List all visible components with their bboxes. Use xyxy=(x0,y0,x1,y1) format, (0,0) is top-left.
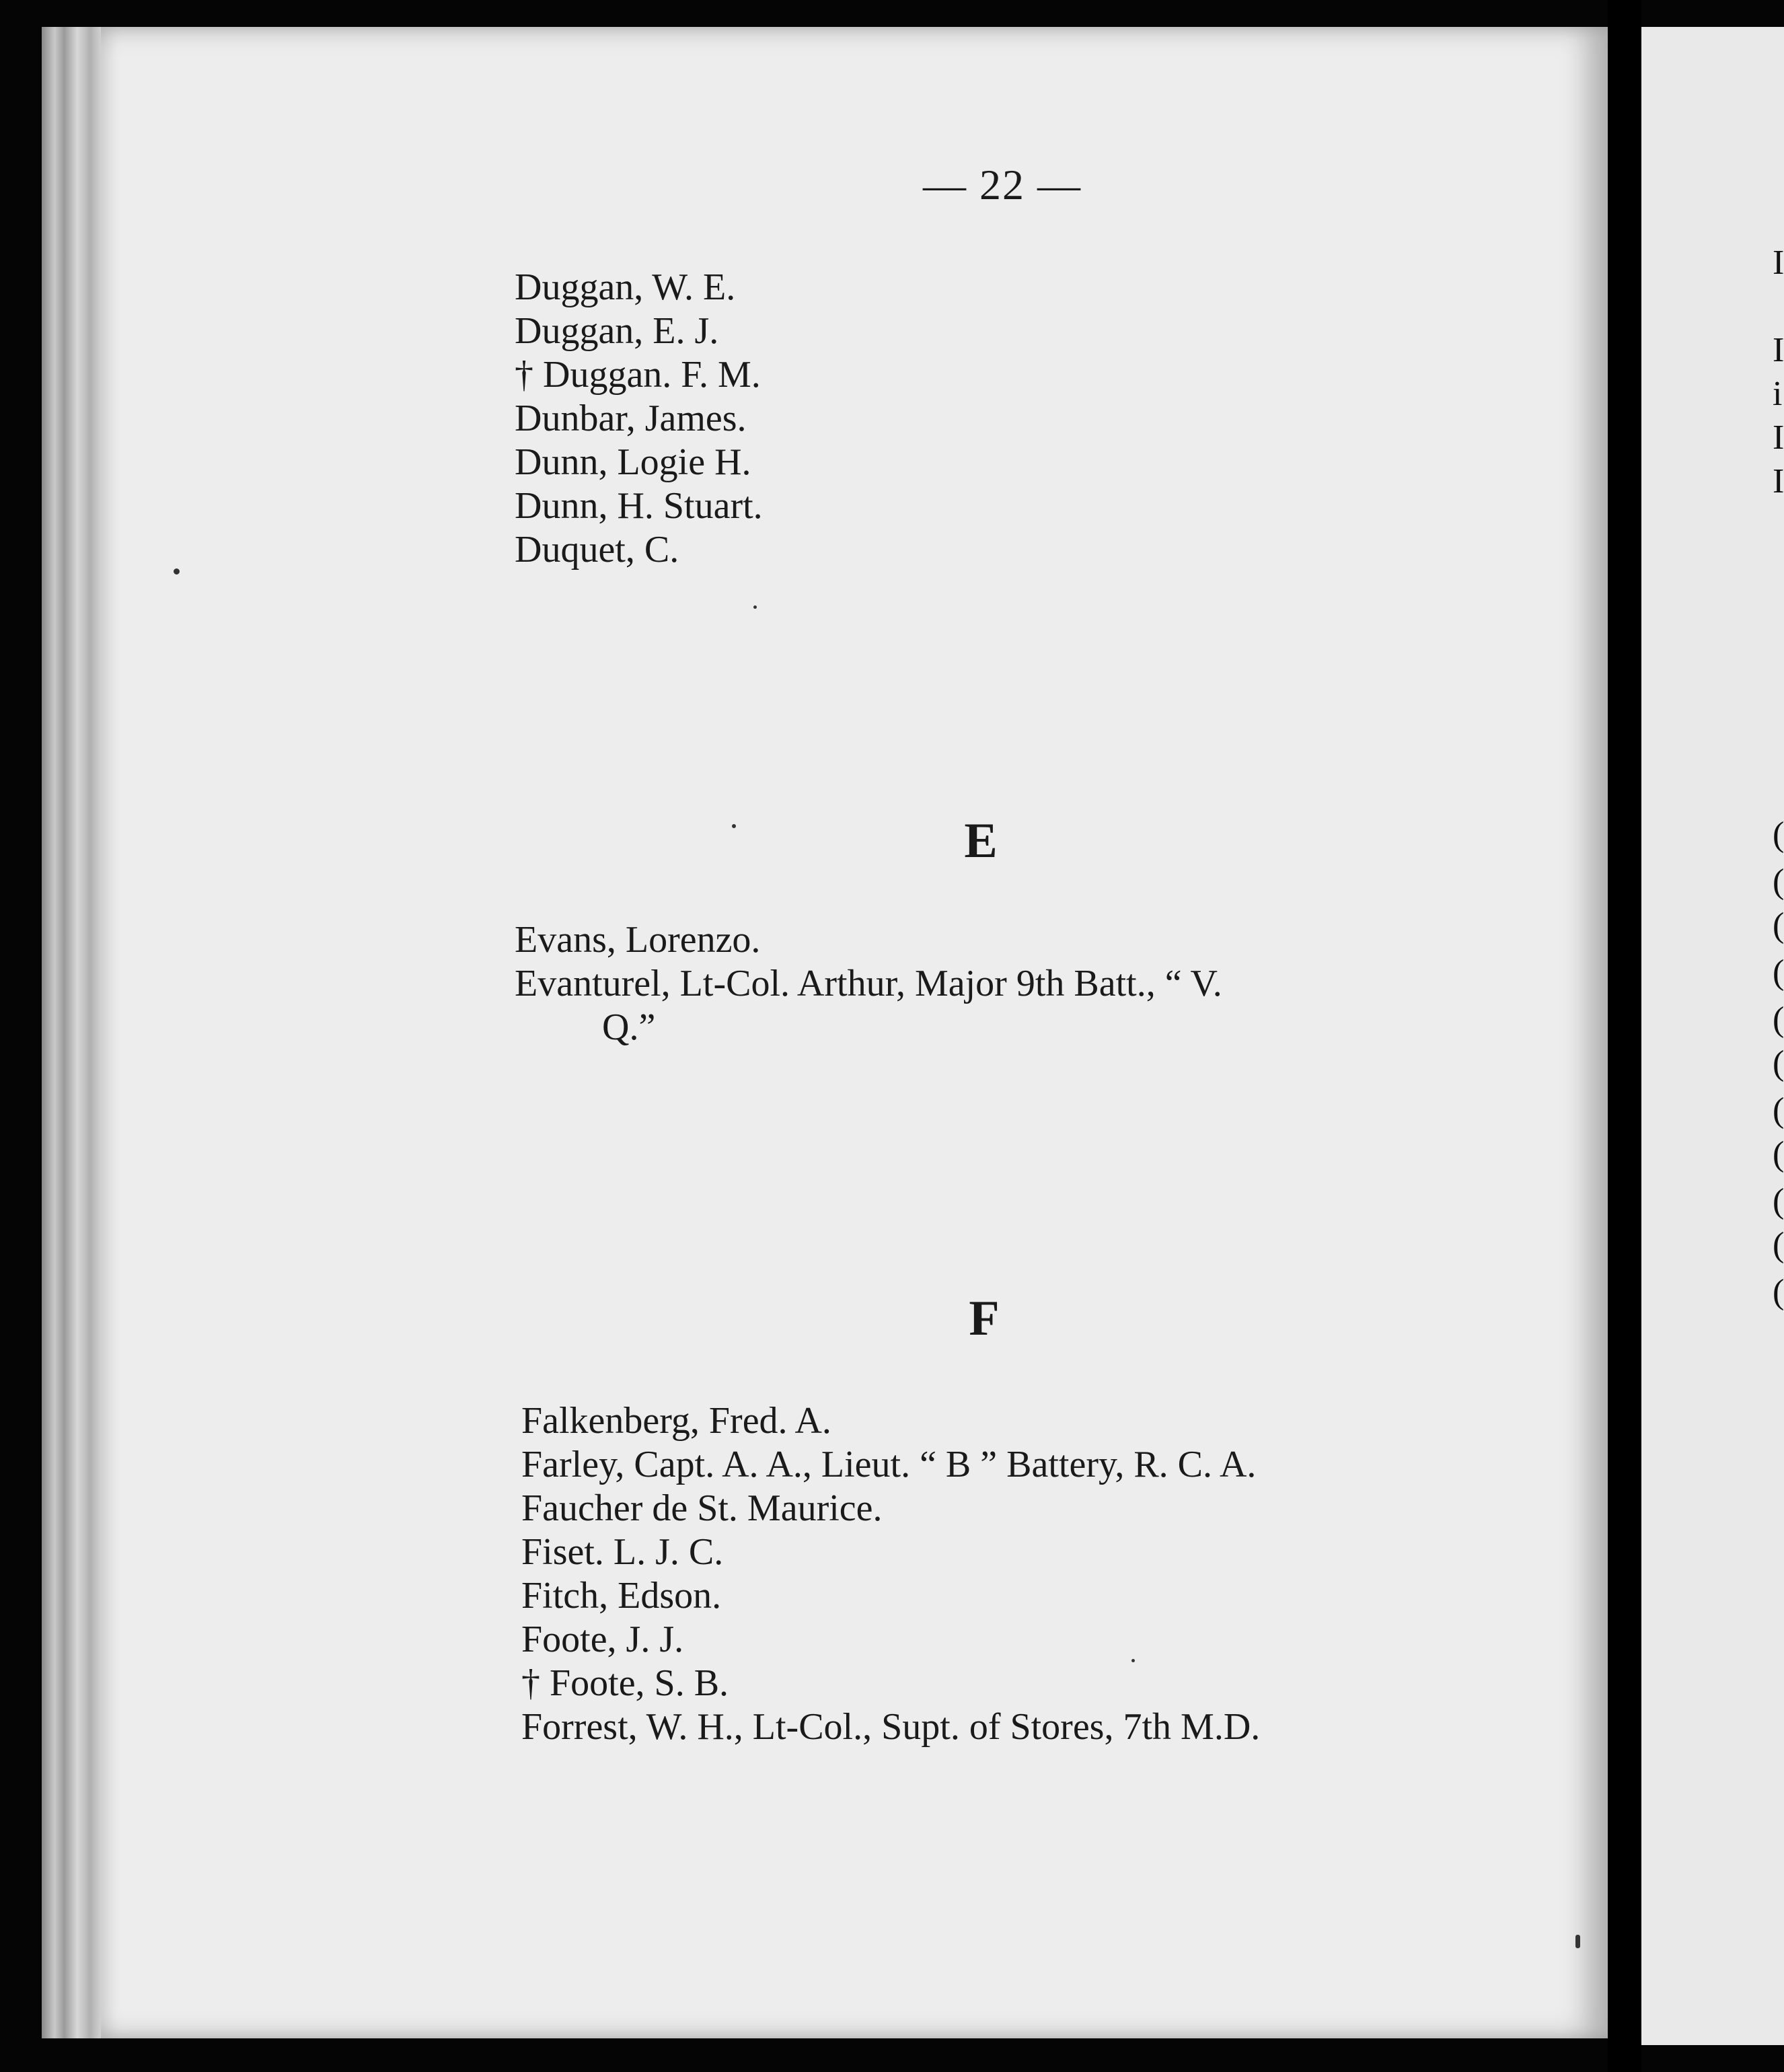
scan-speck xyxy=(1131,1659,1135,1662)
scan-speck xyxy=(753,605,757,609)
entry-continuation: Q.” xyxy=(602,1006,656,1048)
list-item: Dunn, Logie H. xyxy=(515,441,751,483)
facing-page-glyph: ( xyxy=(1773,953,1784,992)
list-item: Evans, Lorenzo. xyxy=(515,919,761,961)
facing-page-glyph: ( xyxy=(1773,1182,1784,1220)
facing-page-glyph: ( xyxy=(1773,1044,1784,1082)
list-item: Forrest, W. H., Lt-Col., Supt. of Stores, 7th M.D. xyxy=(521,1706,1261,1748)
entry-list-e xyxy=(515,918,1222,1049)
section-heading-f: F xyxy=(969,1291,1002,1346)
section-heading-e: E xyxy=(964,813,1000,868)
list-item: Duggan, W. E. xyxy=(515,266,736,308)
scan-speck xyxy=(732,824,736,828)
list-item: Foote, J. J. xyxy=(521,1619,684,1660)
book-gutter xyxy=(1608,0,1641,2072)
list-item: Faucher de St. Maurice. xyxy=(521,1487,883,1529)
list-item: Dunn, H. Stuart. xyxy=(515,485,763,527)
page-number: — 22 — xyxy=(923,161,1082,209)
list-item: † Duggan. F. M. xyxy=(515,354,761,396)
scan-speck xyxy=(1575,1935,1580,1948)
facing-page-glyph: ( xyxy=(1773,1000,1784,1039)
facing-page xyxy=(1641,27,1784,2045)
list-item: Duggan, E. J. xyxy=(515,310,719,352)
facing-page-glyph: ( xyxy=(1773,1273,1784,1311)
list-item: Fiset. L. J. C. xyxy=(521,1531,724,1573)
facing-page-glyph: ( xyxy=(1773,1135,1784,1173)
facing-page-glyph: I xyxy=(1773,462,1784,501)
page-stack-edge xyxy=(42,27,106,2038)
entry-text: Evanturel, Lt-Col. Arthur, Major 9th Batt., “ V. xyxy=(515,963,1222,1004)
facing-page-glyph: ( xyxy=(1773,862,1784,901)
list-item: Duquet, C. xyxy=(515,529,679,570)
entry-list-d xyxy=(515,266,763,572)
list-item: Farley, Capt. A. A., Lieut. “ B ” Battery, R. C. A. xyxy=(521,1444,1257,1485)
facing-page-glyph: I xyxy=(1773,331,1784,369)
list-item: Dunbar, James. xyxy=(515,398,747,439)
facing-page-glyph: i xyxy=(1773,375,1783,413)
facing-page-glyph: I xyxy=(1773,418,1784,457)
facing-page-glyph: ( xyxy=(1773,1226,1784,1264)
list-item xyxy=(515,962,1222,1049)
scan-speck xyxy=(174,568,180,575)
facing-page-glyph: ( xyxy=(1773,815,1784,854)
facing-page-glyph: ( xyxy=(1773,1091,1784,1130)
facing-page-glyph: I xyxy=(1773,244,1784,282)
entry-list-f xyxy=(521,1399,1260,1749)
list-item: Fitch, Edson. xyxy=(521,1575,722,1617)
list-item: Falkenberg, Fred. A. xyxy=(521,1400,831,1442)
list-item: † Foote, S. B. xyxy=(521,1662,729,1704)
facing-page-glyph: ( xyxy=(1773,906,1784,945)
